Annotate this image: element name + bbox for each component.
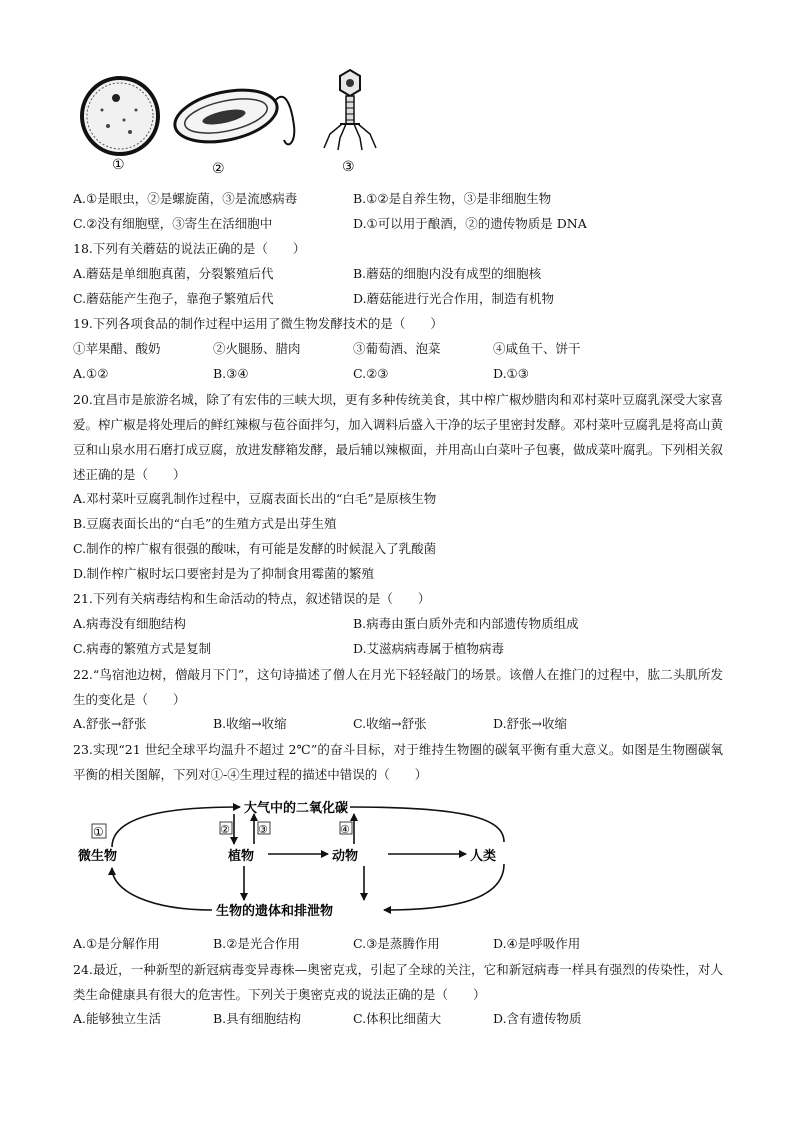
q19-item-2: ②火腿肠、腊肉: [213, 341, 301, 356]
q20-option-d: D.制作榨广椒时坛口要密封是为了抑制食用霉菌的繁殖: [73, 566, 375, 581]
q21-option-c: C.病毒的繁殖方式是复制: [73, 641, 212, 656]
q17-option-b: B.①②是自养生物，③是非细胞生物: [353, 191, 552, 206]
q22-option-c: C.收缩→舒张: [353, 716, 427, 731]
q24-option-d: D.含有遗传物质: [493, 1011, 582, 1026]
q23-option-a: A.①是分解作用: [73, 936, 160, 951]
q23-stem: 23.实现“21 世纪全球平均温升不超过 2℃”的奋斗目标，对于维持生物圈的碳氧平衡有重大意义。如图是生物圈碳氧平衡的相关图解，下列对①-④生理过程的描述中错误的（ ）: [73, 742, 723, 782]
q19-option-d: D.①③: [493, 366, 529, 381]
q17-option-a: A.①是眼虫，②是螺旋菌，③是流感病毒: [73, 191, 298, 206]
virus-drawing: [324, 70, 376, 150]
diagram-human: 人类: [470, 849, 497, 864]
q19-item-3: ③葡萄酒、泡菜: [353, 341, 441, 356]
q20-option-c: C.制作的榨广椒有很强的酸味，有可能是发酵的时候混入了乳酸菌: [73, 541, 437, 556]
q20-option-b: B.豆腐表面长出的“白毛”的生殖方式是出芽生殖: [73, 516, 337, 531]
diagram-plant: 植物: [228, 849, 255, 864]
figure-label-2: ②: [212, 161, 225, 177]
figure-label-1: ①: [112, 157, 125, 173]
q23-option-c: C.③是蒸腾作用: [353, 936, 440, 951]
q18-option-c: C.蘑菇能产生孢子，靠孢子繁殖后代: [73, 291, 274, 306]
q18-option-d: D.蘑菇能进行光合作用，制造有机物: [353, 291, 555, 306]
q24-option-a: A.能够独立生活: [73, 1011, 162, 1026]
q22-option-d: D.舒张→收缩: [493, 716, 568, 731]
q18-option-a: A.蘑菇是单细胞真菌，分裂繁殖后代: [73, 266, 274, 281]
diagram-number-2: ②: [220, 823, 230, 836]
q22-option-a: A.舒张→舒张: [73, 716, 147, 731]
q21-option-a: A.病毒没有细胞结构: [73, 616, 187, 631]
diagram-number-1: ①: [93, 825, 104, 839]
q17-option-c: C.②没有细胞壁，③寄生在活细胞中: [73, 216, 273, 231]
q21-option-b: B.病毒由蛋白质外壳和内部遗传物质组成: [353, 616, 579, 631]
figure-label-3: ③: [342, 159, 355, 175]
diagram-microbe: 微生物: [78, 849, 118, 864]
q20-option-a: A.邓村菜叶豆腐乳制作过程中，豆腐表面长出的“白毛”是原核生物: [73, 491, 437, 506]
q17-option-d: D.①可以用于酿酒，②的遗传物质是 DNA: [353, 216, 587, 231]
cell-1-drawing: [82, 78, 158, 154]
q23-option-b: B.②是光合作用: [213, 936, 300, 951]
q19-stem: 19.下列各项食品的制作过程中运用了微生物发酵技术的是（ ）: [73, 316, 443, 331]
q21-option-d: D.艾滋病病毒属于植物病毒: [353, 641, 505, 656]
q19-item-1: ①苹果醋、酸奶: [73, 341, 161, 356]
q23-option-d: D.④是呼吸作用: [493, 936, 581, 951]
q19-option-c: C.②③: [353, 366, 389, 381]
q21-stem: 21.下列有关病毒结构和生命活动的特点，叙述错误的是（ ）: [73, 591, 431, 606]
q17-figure: [78, 66, 378, 178]
q19-item-4: ④咸鱼干、饼干: [493, 341, 581, 356]
q19-option-b: B.③④: [213, 366, 249, 381]
q22-option-b: B.收缩→收缩: [213, 716, 287, 731]
q24-option-b: B.具有细胞结构: [213, 1011, 302, 1026]
carbon-oxygen-diagram: [72, 792, 532, 922]
q24-option-c: C.体积比细菌大: [353, 1011, 442, 1026]
bacterium-drawing: [170, 82, 294, 151]
diagram-animal: 动物: [332, 849, 359, 864]
q20-stem: 20.宜昌市是旅游名城，除了有宏伟的三峡大坝，更有多种传统美食，其中榨广椒炒腊肉和邓村菜叶豆腐乳深受大家喜爱。榨广椒是将处理后的鲜红辣椒与苞谷面拌匀，加入调料后盛入干净的坛子里密封发酵。邓村菜叶豆腐乳是将高山黄豆和山泉水用石磨打成豆腐，放进发酵箱发酵，最后辅以辣椒面，并用高山白菜叶子包裹，做成菜叶腐乳。下列相关叙述正确的是（ ）: [73, 392, 724, 482]
q19-option-a: A.①②: [73, 366, 109, 381]
diagram-atmosphere-co2: 大气中的二氧化碳: [244, 801, 349, 816]
q18-stem: 18.下列有关蘑菇的说法正确的是（ ）: [73, 241, 306, 256]
diagram-number-4: ④: [340, 823, 350, 836]
diagram-remains: 生物的遗体和排泄物: [216, 904, 334, 919]
q24-stem: 24.最近，一种新型的新冠病毒变异毒株—奥密克戎，引起了全球的关注，它和新冠病毒一样具有强烈的传染性，对人类生命健康具有很大的危害性。下列关于奥密克戎的说法正确的是（ ）: [73, 962, 723, 1002]
q22-stem: 22.“鸟宿池边树，僧敲月下门”，这句诗描述了僧人在月光下轻轻敲门的场景。该僧人在推门的过程中，肱二头肌所发生的变化是（ ）: [73, 667, 723, 707]
q18-option-b: B.蘑菇的细胞内没有成型的细胞核: [353, 266, 542, 281]
diagram-number-3: ③: [258, 823, 268, 836]
